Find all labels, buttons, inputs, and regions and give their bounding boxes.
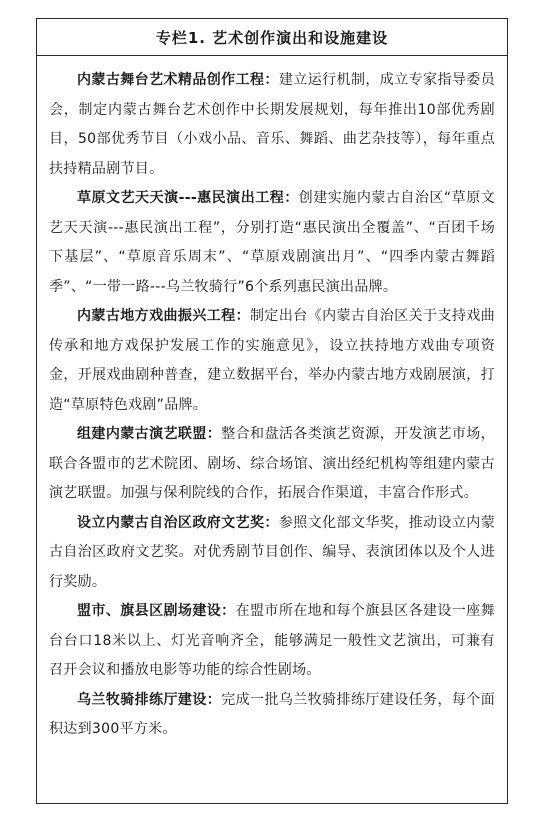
column-content [37,56,507,745]
item-heading: 组建内蒙古演艺联盟： [77,426,222,442]
item-heading: 盟市、旗县区剧场建设： [77,603,236,619]
item-text: 创建实施内蒙古自治区“草原文艺天天演---惠民演出工程”，分别打造“惠民演出全覆盖”、“百团千场下基层”、“草原音乐周末”、“草原戏剧演出月”、“四季内蒙古舞蹈季”、“一带一路---乌兰牧骑行”6个系列惠民演出品牌。 [49,190,496,295]
item-paragraph [49,420,495,509]
column-box [36,18,508,804]
item-text: 建立运行机制，成立专家指导委员会，制定内蒙古舞台艺术创作中长期发展规划，每年推出10部优秀剧目，50部优秀节目（小戏小品、音乐、舞蹈、曲艺杂技等），每年重点扶持精品剧节目。 [49,72,496,177]
item-text: 完成一批乌兰牧骑排练厅建设任务，每个面积达到300平方米。 [49,691,496,737]
item-heading: 内蒙古舞台艺术精品创作工程： [77,72,279,88]
item-heading: 设立内蒙古自治区政府文艺奖： [77,514,279,531]
item-heading: 乌兰牧骑排练厅建设： [77,691,222,708]
item-paragraph [49,66,495,184]
item-text: 整合和盘活各类演艺资源，开发演艺市场，联合各盟市的艺术院团、剧场、综合场馆、演出经纪机构等组建内蒙古演艺联盟。加强与保利院线的合作，拓展合作渠道，丰富合作形式。 [49,426,496,501]
item-text: 在盟市所在地和每个旗县区各建设一座舞台台口18米以上、灯光音响齐全，能够满足一般性文艺演出，可兼有召开会议和播放电影等功能的综合性剧场。 [49,603,495,678]
item-heading: 草原文艺天天演---惠民演出工程： [77,190,299,206]
item-paragraph [49,302,495,420]
column-title: 专栏1. 艺术创作演出和设施建设 [37,19,507,56]
item-text: 制定出台《内蒙古自治区关于支持戏曲传承和地方戏保护发展工作的实施意见》，设立扶持地方戏曲专项资金，开展戏曲剧种普查，建立数据平台，举办内蒙古地方戏剧展演，打造“草原特色戏剧”品牌。 [49,308,495,413]
item-paragraph [49,597,495,686]
item-paragraph [49,184,495,302]
item-paragraph [49,509,495,598]
item-text: 参照文化部文华奖，推动设立内蒙古自治区政府文艺奖。对优秀剧节目创作、编导、表演团体以及个人进行奖励。 [49,514,496,590]
item-paragraph [49,686,495,745]
item-heading: 内蒙古地方戏曲振兴工程： [77,308,251,324]
